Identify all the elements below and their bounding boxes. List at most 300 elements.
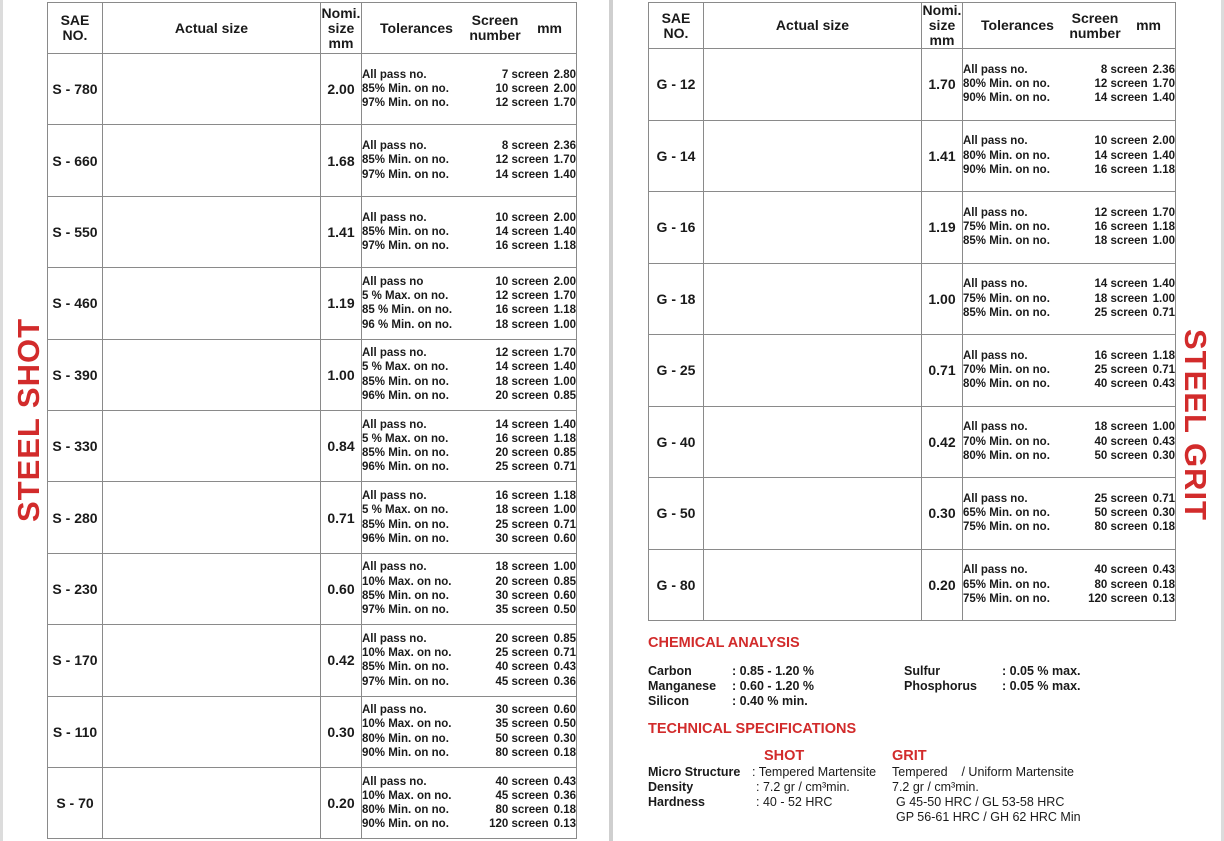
actual-size-cell xyxy=(103,696,321,767)
tolerance-line xyxy=(362,139,576,153)
tolerance-mm: 1.00 xyxy=(553,318,576,331)
tolerance-mm: 0.43 xyxy=(1152,378,1175,391)
tolerance-screen: 18 screen xyxy=(495,561,549,574)
spec-grit-values xyxy=(892,765,1081,825)
tolerance-mm: 1.18 xyxy=(553,489,576,502)
tolerance-mm: 0.85 xyxy=(553,390,576,403)
tolerance-mm: 1.18 xyxy=(1152,221,1175,234)
tolerances-cell xyxy=(963,263,1176,335)
table-row xyxy=(649,406,1176,478)
tolerance-line xyxy=(963,449,1175,463)
tolerance-mm: 0.43 xyxy=(1152,435,1175,448)
tolerance-screen: 8 screen xyxy=(501,140,549,153)
tolerance-mm: 1.00 xyxy=(553,375,576,388)
tolerance-screen: 14 screen xyxy=(495,361,549,374)
sae-code: S - 460 xyxy=(48,268,103,339)
tolerance-screen: 12 screen xyxy=(495,154,549,167)
header-actual-size: Actual size xyxy=(103,3,321,54)
chem-label: Manganese xyxy=(648,679,717,693)
tolerances-cell xyxy=(362,696,577,767)
tolerance-mm: 1.00 xyxy=(553,504,576,517)
tolerance-mm: 1.70 xyxy=(553,347,576,360)
tolerance-mm: 0.18 xyxy=(553,804,576,817)
tolerances-cell xyxy=(963,478,1176,550)
chem-row-phosphorus xyxy=(904,679,1081,694)
spec-grit-hardness: G 45-50 HRC / GL 53-58 HRC xyxy=(896,795,1065,809)
tolerance-screen: 25 screen xyxy=(1094,364,1148,377)
chemical-right-list xyxy=(904,664,1081,694)
spec-grit-hardness-2: GP 56-61 HRC / GH 62 HRC Min xyxy=(896,810,1081,824)
tolerance-condition: All pass no. xyxy=(963,492,1028,505)
tolerance-line xyxy=(963,377,1175,391)
tolerance-condition: 10% Max. on no. xyxy=(362,718,452,731)
sae-code: S - 110 xyxy=(48,696,103,767)
tolerance-condition: All pass no. xyxy=(963,63,1028,76)
tolerance-line xyxy=(362,560,576,574)
tolerance-mm: 0.60 xyxy=(553,532,576,545)
tolerance-condition: 85% Min. on no. xyxy=(362,447,449,460)
tolerance-screen: 16 screen xyxy=(1094,163,1148,176)
sae-code: G - 40 xyxy=(649,406,704,478)
tolerance-condition: All pass no. xyxy=(963,421,1028,434)
tolerance-screen: 80 screen xyxy=(1094,578,1148,591)
tolerance-screen: 18 screen xyxy=(495,318,549,331)
tolerance-mm: 0.30 xyxy=(553,732,576,745)
tolerance-screen: 45 screen xyxy=(495,789,549,802)
tolerance-line xyxy=(362,675,576,689)
steel-shot-title: STEEL SHOT xyxy=(11,317,46,523)
tolerance-condition: 96% Min. on no. xyxy=(362,532,449,545)
tolerance-line xyxy=(362,489,576,503)
tolerance-mm: 0.60 xyxy=(553,704,576,717)
tolerance-screen: 12 screen xyxy=(1094,78,1148,91)
page-fold xyxy=(609,0,613,841)
tolerance-condition: 10% Max. on no. xyxy=(362,647,452,660)
tolerance-screen: 50 screen xyxy=(495,732,549,745)
table-row xyxy=(48,767,577,838)
nominal-size: 0.30 xyxy=(321,696,362,767)
sae-code: G - 14 xyxy=(649,120,704,192)
nominal-size: 0.42 xyxy=(321,625,362,696)
actual-size-cell xyxy=(704,49,922,121)
sae-code: G - 18 xyxy=(649,263,704,335)
tolerance-mm: 2.80 xyxy=(553,68,576,81)
tolerance-condition: 65% Min. on no. xyxy=(963,578,1050,591)
chem-value: : 0.85 - 1.20 % xyxy=(732,664,814,678)
actual-size-cell xyxy=(704,478,922,550)
chem-row-sulfur xyxy=(904,664,1081,679)
tolerance-condition: 75% Min. on no. xyxy=(963,221,1050,234)
table-row xyxy=(48,696,577,767)
tolerance-line xyxy=(362,96,576,110)
tolerance-line xyxy=(963,206,1175,220)
tolerance-mm: 1.40 xyxy=(1152,92,1175,105)
technical-specifications-title: TECHNICAL SPECIFICATIONS xyxy=(648,721,857,737)
sae-code: S - 550 xyxy=(48,196,103,267)
tolerance-screen: 12 screen xyxy=(495,290,549,303)
tolerance-mm: 1.00 xyxy=(1152,292,1175,305)
nominal-size: 0.71 xyxy=(922,335,963,407)
tolerance-screen: 7 screen xyxy=(501,68,549,81)
tolerance-line xyxy=(362,360,576,374)
actual-size-cell xyxy=(103,339,321,410)
tolerance-mm: 0.60 xyxy=(553,589,576,602)
tolerance-condition: All pass no. xyxy=(963,206,1028,219)
tolerance-condition: All pass no. xyxy=(963,349,1028,362)
tolerance-condition: 90% Min. on no. xyxy=(963,163,1050,176)
tolerance-condition: 85% Min. on no. xyxy=(963,235,1050,248)
chemical-analysis-title: CHEMICAL ANALYSIS xyxy=(648,635,800,651)
table-row xyxy=(649,192,1176,264)
tolerance-mm: 1.40 xyxy=(553,418,576,431)
tolerance-screen: 40 screen xyxy=(1094,435,1148,448)
tolerance-screen: 18 screen xyxy=(1094,421,1148,434)
tolerance-condition: All pass no. xyxy=(362,347,427,360)
tolerance-mm: 1.18 xyxy=(1152,349,1175,362)
tolerance-condition: 80% Min. on no. xyxy=(963,378,1050,391)
tolerance-screen: 25 screen xyxy=(495,518,549,531)
tolerance-screen: 80 screen xyxy=(1094,521,1148,534)
actual-size-cell xyxy=(103,625,321,696)
tolerance-condition: 10% Max. on no. xyxy=(362,789,452,802)
tolerance-screen: 20 screen xyxy=(495,575,549,588)
tolerance-line xyxy=(963,563,1175,577)
actual-size-cell xyxy=(704,120,922,192)
tolerance-condition: All pass no. xyxy=(362,632,427,645)
sae-code: S - 280 xyxy=(48,482,103,553)
tolerance-condition: 5 % Max. on no. xyxy=(362,504,449,517)
spec-shot-density: : 7.2 gr / cm³min. xyxy=(756,780,850,794)
tolerance-mm: 2.00 xyxy=(553,211,576,224)
tolerance-screen: 30 screen xyxy=(495,532,549,545)
chem-row-silicon xyxy=(648,694,814,709)
chemical-left-list xyxy=(648,664,814,709)
tolerance-condition: All pass no. xyxy=(362,775,427,788)
tolerance-condition: 96 % Min. on no. xyxy=(362,318,453,331)
actual-size-cell xyxy=(103,482,321,553)
tolerance-screen: 120 screen xyxy=(1088,592,1148,605)
tolerance-screen: 40 screen xyxy=(1094,564,1148,577)
nominal-size: 0.30 xyxy=(922,478,963,550)
chem-value: : 0.05 % max. xyxy=(1002,679,1081,693)
tolerance-line xyxy=(362,303,576,317)
spec-label-hardness: Hardness xyxy=(648,795,705,809)
tolerance-screen: 30 screen xyxy=(495,589,549,602)
tolerance-condition: 90% Min. on no. xyxy=(362,747,449,759)
tolerance-line xyxy=(963,77,1175,91)
tolerance-line xyxy=(963,520,1175,534)
nominal-size: 1.00 xyxy=(321,339,362,410)
tolerance-screen: 30 screen xyxy=(495,704,549,717)
actual-size-cell xyxy=(103,196,321,267)
tolerance-mm: 1.70 xyxy=(1152,78,1175,91)
tolerance-screen: 50 screen xyxy=(1094,449,1148,462)
tolerance-mm: 1.70 xyxy=(553,154,576,167)
tolerance-screen: 120 screen xyxy=(489,818,549,831)
table-row xyxy=(649,120,1176,192)
actual-size-cell xyxy=(704,549,922,621)
tolerance-mm: 1.40 xyxy=(553,361,576,374)
tolerance-mm: 0.13 xyxy=(1152,592,1175,605)
header-actual-size: Actual size xyxy=(704,3,922,49)
tolerance-mm: 2.00 xyxy=(553,275,576,288)
sae-code: G - 12 xyxy=(649,49,704,121)
shot-column-head: SHOT xyxy=(764,748,805,764)
tolerance-condition: All pass no. xyxy=(362,418,427,431)
tolerance-mm: 0.71 xyxy=(553,461,576,474)
tolerance-mm: 1.40 xyxy=(553,168,576,181)
steel-grit-table xyxy=(648,2,1176,621)
actual-size-cell xyxy=(103,767,321,838)
nominal-size: 0.84 xyxy=(321,410,362,481)
tolerance-screen: 80 screen xyxy=(495,747,549,759)
tolerance-condition: All pass no. xyxy=(362,561,427,574)
spec-shot-values xyxy=(752,765,876,810)
table-row xyxy=(48,54,577,125)
tolerances-cell xyxy=(362,410,577,481)
tolerance-screen: 45 screen xyxy=(495,675,549,688)
tolerance-line xyxy=(362,603,576,617)
tolerance-screen: 16 screen xyxy=(495,304,549,317)
tolerance-condition: 97% Min. on no. xyxy=(362,604,449,617)
tolerance-mm: 1.70 xyxy=(553,97,576,110)
header-sae-no: SAE NO. xyxy=(649,3,704,49)
tolerance-mm: 0.18 xyxy=(1152,521,1175,534)
tolerance-line xyxy=(362,646,576,660)
tolerances-cell xyxy=(362,125,577,196)
tolerance-line xyxy=(963,420,1175,434)
tolerance-condition: 85% Min. on no. xyxy=(963,306,1050,319)
tolerance-screen: 20 screen xyxy=(495,632,549,645)
tolerance-screen: 25 screen xyxy=(1094,492,1148,505)
tolerances-cell xyxy=(362,625,577,696)
tolerance-condition: 85% Min. on no. xyxy=(362,225,449,238)
tolerance-mm: 0.50 xyxy=(553,718,576,731)
nominal-size: 1.19 xyxy=(922,192,963,264)
table-row xyxy=(48,625,577,696)
tolerance-mm: 0.43 xyxy=(553,775,576,788)
tolerance-line xyxy=(963,349,1175,363)
tolerance-condition: 10% Max. on no. xyxy=(362,575,452,588)
page-edge-left xyxy=(0,0,3,841)
tolerance-condition: 97% Min. on no. xyxy=(362,675,449,688)
tolerance-screen: 20 screen xyxy=(495,447,549,460)
tolerance-mm: 0.71 xyxy=(1152,306,1175,319)
tolerance-screen: 14 screen xyxy=(1094,149,1148,162)
tolerance-mm: 2.00 xyxy=(553,83,576,96)
tolerance-condition: 75% Min. on no. xyxy=(963,521,1050,534)
tolerance-mm: 1.18 xyxy=(553,304,576,317)
header-nominal-size: Nomi. size mm xyxy=(321,3,362,54)
tolerance-line xyxy=(362,225,576,239)
tolerance-condition: 85% Min. on no. xyxy=(362,518,449,531)
tolerances-cell xyxy=(362,268,577,339)
tolerance-condition: All pass no. xyxy=(963,278,1028,291)
tolerances-cell xyxy=(963,49,1176,121)
nominal-size: 0.42 xyxy=(922,406,963,478)
tolerance-line xyxy=(362,168,576,182)
tolerance-line xyxy=(963,578,1175,592)
tolerance-screen: 12 screen xyxy=(495,347,549,360)
tolerance-condition: 85% Min. on no. xyxy=(362,154,449,167)
header-tolerances-label: Tolerances xyxy=(981,17,1054,33)
nominal-size: 0.71 xyxy=(321,482,362,553)
tolerance-line xyxy=(362,746,576,760)
spec-labels xyxy=(648,765,740,810)
tolerance-condition: 90% Min. on no. xyxy=(963,92,1050,105)
tolerance-line xyxy=(362,418,576,432)
chem-value: : 0.60 - 1.20 % xyxy=(732,679,814,693)
tolerance-line xyxy=(362,211,576,225)
table-row xyxy=(48,125,577,196)
tolerance-screen: 40 screen xyxy=(1094,378,1148,391)
chem-label: Sulfur xyxy=(904,664,941,678)
tolerance-screen: 40 screen xyxy=(495,775,549,788)
chem-row-manganese xyxy=(648,679,814,694)
header-mm: mm xyxy=(1136,17,1161,33)
actual-size-cell xyxy=(103,410,321,481)
tolerance-condition: 80% Min. on no. xyxy=(963,449,1050,462)
table-row xyxy=(649,49,1176,121)
tolerance-screen: 10 screen xyxy=(495,211,549,224)
tolerance-mm: 2.36 xyxy=(553,140,576,153)
tolerance-line xyxy=(362,346,576,360)
tolerance-line xyxy=(362,82,576,96)
tolerance-line xyxy=(362,432,576,446)
actual-size-cell xyxy=(704,192,922,264)
tolerance-mm: 0.85 xyxy=(553,447,576,460)
chem-label: Phosphorus xyxy=(904,679,977,693)
tolerance-screen: 10 screen xyxy=(495,275,549,288)
tolerance-mm: 1.70 xyxy=(553,290,576,303)
tolerance-line xyxy=(963,506,1175,520)
header-tolerances xyxy=(963,3,1176,49)
sae-code: G - 80 xyxy=(649,549,704,621)
tolerance-mm: 0.85 xyxy=(553,632,576,645)
steel-grit-title: STEEL GRIT xyxy=(1178,328,1213,522)
tolerance-mm: 0.71 xyxy=(1152,364,1175,377)
table-row xyxy=(48,482,577,553)
spec-label-micro-structure: Micro Structure xyxy=(648,765,741,779)
nominal-size: 1.68 xyxy=(321,125,362,196)
tolerance-screen: 20 screen xyxy=(495,390,549,403)
table-row xyxy=(649,549,1176,621)
tolerance-line xyxy=(963,277,1175,291)
tolerances-cell xyxy=(362,54,577,125)
tolerances-cell xyxy=(963,120,1176,192)
tolerance-mm: 0.18 xyxy=(1152,578,1175,591)
tolerance-line xyxy=(963,149,1175,163)
tolerance-line xyxy=(362,389,576,403)
tolerance-mm: 0.43 xyxy=(1152,564,1175,577)
tolerance-condition: All pass no. xyxy=(963,564,1028,577)
tolerance-condition: 90% Min. on no. xyxy=(362,818,449,831)
actual-size-cell xyxy=(103,268,321,339)
tolerance-screen: 25 screen xyxy=(495,461,549,474)
tolerance-line xyxy=(362,239,576,253)
chem-row-carbon xyxy=(648,664,814,679)
tolerance-screen: 14 screen xyxy=(495,168,549,181)
tolerance-line xyxy=(362,575,576,589)
tolerance-screen: 40 screen xyxy=(495,661,549,674)
tolerance-line xyxy=(963,234,1175,248)
actual-size-cell xyxy=(103,553,321,624)
tolerances-cell xyxy=(362,196,577,267)
sae-code: S - 660 xyxy=(48,125,103,196)
tolerance-screen: 10 screen xyxy=(1094,135,1148,148)
tolerance-condition: 97% Min. on no. xyxy=(362,240,449,253)
tolerance-condition: 80% Min. on no. xyxy=(963,78,1050,91)
table-row xyxy=(649,263,1176,335)
tolerance-line xyxy=(362,68,576,82)
tolerance-line xyxy=(362,775,576,789)
tolerances-cell xyxy=(362,767,577,838)
tolerance-condition: 80% Min. on no. xyxy=(963,149,1050,162)
table-row xyxy=(48,410,577,481)
tolerance-line xyxy=(362,275,576,289)
tolerance-condition: 70% Min. on no. xyxy=(963,364,1050,377)
tolerance-line xyxy=(362,518,576,532)
tolerance-condition: 5 % Max. on no. xyxy=(362,290,449,303)
tolerance-screen: 8 screen xyxy=(1100,63,1148,76)
header-screen-number: Screen number xyxy=(469,12,521,43)
tolerance-line xyxy=(362,732,576,746)
tolerance-line xyxy=(362,532,576,546)
tolerance-line xyxy=(963,592,1175,606)
tolerance-condition: 85% Min. on no. xyxy=(362,375,449,388)
tolerance-mm: 0.18 xyxy=(553,747,576,759)
header-screen-number: Screen number xyxy=(1069,9,1121,41)
tolerance-mm: 1.00 xyxy=(1152,235,1175,248)
table-row xyxy=(48,196,577,267)
nominal-size: 1.70 xyxy=(922,49,963,121)
tolerance-screen: 10 screen xyxy=(495,83,549,96)
tolerance-line xyxy=(362,717,576,731)
tolerance-condition: 96% Min. on no. xyxy=(362,461,449,474)
tolerance-line xyxy=(362,632,576,646)
actual-size-cell xyxy=(704,335,922,407)
tolerance-screen: 25 screen xyxy=(495,647,549,660)
tolerances-cell xyxy=(362,553,577,624)
tolerance-line xyxy=(362,789,576,803)
sae-code: S - 330 xyxy=(48,410,103,481)
spec-label-density: Density xyxy=(648,780,694,794)
tolerance-screen: 16 screen xyxy=(495,432,549,445)
spec-grit-micro: Tempered / Uniform Martensite xyxy=(892,765,1075,779)
tolerance-mm: 1.40 xyxy=(1152,149,1175,162)
tolerance-line xyxy=(362,817,576,831)
tolerance-line xyxy=(362,153,576,167)
tolerance-condition: 65% Min. on no. xyxy=(963,507,1050,520)
tolerance-condition: All pass no. xyxy=(362,140,427,153)
tolerances-cell xyxy=(963,549,1176,621)
tolerances-cell xyxy=(362,482,577,553)
tolerance-line xyxy=(362,460,576,474)
nominal-size: 1.19 xyxy=(321,268,362,339)
tolerance-condition: 80% Min. on no. xyxy=(362,804,449,817)
sae-code: G - 50 xyxy=(649,478,704,550)
tolerance-screen: 14 screen xyxy=(1094,92,1148,105)
tolerance-mm: 0.36 xyxy=(553,789,576,802)
tolerance-condition: 80% Min. on no. xyxy=(362,732,449,745)
header-tolerances-label: Tolerances xyxy=(380,19,453,36)
tolerance-screen: 35 screen xyxy=(495,718,549,731)
tolerance-mm: 1.40 xyxy=(553,225,576,238)
chem-label: Silicon xyxy=(648,694,689,708)
nominal-size: 0.20 xyxy=(321,767,362,838)
tolerance-condition: 5 % Max. on no. xyxy=(362,432,449,445)
nominal-size: 1.00 xyxy=(922,263,963,335)
